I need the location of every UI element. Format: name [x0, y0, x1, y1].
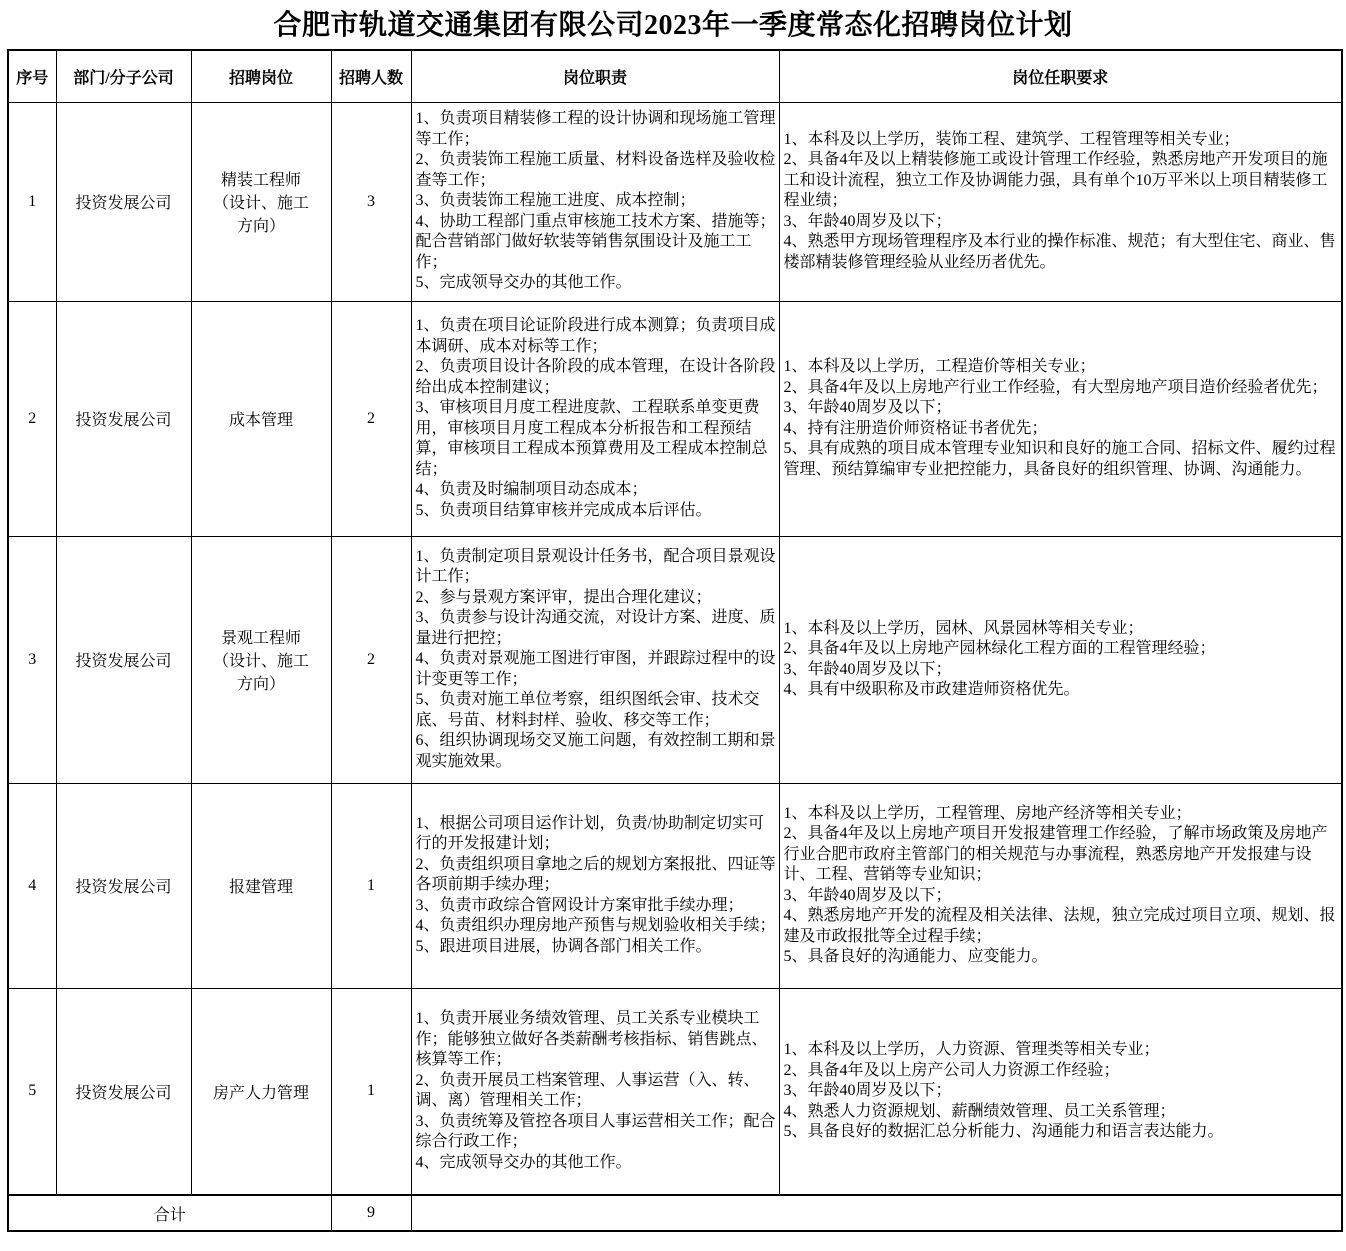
text-line: 3、负责装饰工程施工进度、成本控制；: [415, 192, 696, 210]
text-line: 4、熟悉房地产开发的流程及相关法律、法规，独立完成过项目立项、规划、报建及市政报批等全过程手续；: [783, 907, 1336, 945]
text-line: 4、具有中级职称及市政建造师资格优先。: [783, 681, 1080, 698]
col-header-headcount: 招聘人数: [331, 50, 411, 102]
serial-cell: 1: [8, 102, 56, 301]
text-line: 1、本科及以上学历，园林、风景园林等相关专业；: [783, 619, 1144, 637]
text-line: 2、具备4年及以上房产公司人力资源工作经验；: [783, 1061, 1120, 1079]
text-line: 5、负责项目结算审核并完成成本后评估。: [415, 501, 712, 519]
table-row: [8, 301, 1342, 536]
department-cell: 投资发展公司: [56, 536, 191, 783]
text-line: 4、熟悉人力资源规划、薪酬绩效管理、员工关系管理；: [783, 1102, 1176, 1120]
text-line: 1、根据公司项目运作计划，负责/协助制定切实可行的开发报建计划；: [415, 814, 764, 853]
text-line: 4、负责对景观施工图进行审图，并跟踪过程中的设计变更等工作；: [415, 650, 776, 688]
text-line: 2、具备4年及以上房地产行业工作经验，有大型房地产项目造价经验者优先；: [783, 378, 1328, 396]
total-row: [8, 1195, 1342, 1231]
text-line: 1、本科及以上学历，工程造价等相关专业；: [783, 358, 1096, 375]
text-line: 3、负责市政综合管网设计方案审批手续办理；: [415, 896, 744, 914]
col-header-serial: 序号: [8, 50, 56, 102]
text-line: 4、熟悉甲方现场管理程序及本行业的操作标准、规范；有大型住宅、商业、售楼部精装修管理经验从业经历者优先。: [783, 233, 1336, 271]
table-row: [8, 102, 1342, 301]
text-line: 2、负责组织项目拿地之后的规划方案报批、四证等各项前期手续办理；: [415, 855, 776, 894]
text-line: 2、参与景观方案评审，提出合理化建议；: [415, 588, 712, 606]
text-line: 3、负责参与设计沟通交流，对设计方案、进度、质量进行把控；: [415, 609, 776, 647]
headcount-cell: 1: [331, 783, 411, 988]
text-line: 5、负责对施工单位考察，组织图纸会审、技术交底、号苗、材料封样、验收、移交等工作；: [415, 691, 760, 729]
table-row: [8, 783, 1342, 988]
text-line: 3、审核项目月度工程进度款、工程联系单变更费用，审核项目月度工程成本分析报告和工程预结算，审核项目工程成本预算费用及工程成本控制总结；: [415, 399, 768, 478]
col-header-requirements: 岗位任职要求: [779, 50, 1342, 102]
text-line: 2、负责开展员工档案管理、人事运营（入、转、调、离）管理相关工作；: [415, 1071, 760, 1110]
duties-cell: [411, 536, 779, 783]
serial-cell: 2: [8, 301, 56, 536]
total-empty-cell: [411, 1195, 1342, 1231]
text-line: 5、跟进项目进展，协调各部门相关工作。: [415, 937, 712, 955]
text-line: 4、持有注册造价师资格证书者优先；: [783, 419, 1048, 437]
text-line: 4、负责及时编制项目动态成本；: [415, 481, 648, 498]
text-line: 1、负责在项目论证阶段进行成本测算；负责项目成本调研、成本对标等工作；: [415, 317, 776, 355]
department-cell: 投资发展公司: [56, 301, 191, 536]
table-row: [8, 988, 1342, 1195]
duties-cell: [411, 102, 779, 301]
text-line: 1、负责项目精装修工程的设计协调和现场施工管理等工作；: [415, 110, 776, 148]
requirements-cell: [779, 783, 1342, 988]
position-cell: 景观工程师（设计、施工方向）: [191, 536, 331, 783]
headcount-cell: 3: [331, 102, 411, 301]
text-line: 3、年龄40周岁及以下；: [783, 660, 952, 678]
text-line: 3、年龄40周岁及以下；: [783, 212, 952, 230]
text-line: 2、负责装饰工程施工质量、材料设备选样及验收检查等工作；: [415, 151, 776, 189]
position-cell: 报建管理: [191, 783, 331, 988]
text-line: 4、负责组织办理房地产预售与规划验收相关手续；: [415, 917, 776, 935]
department-cell: 投资发展公司: [56, 783, 191, 988]
text-line: 2、具备4年及以上精装修施工或设计管理工作经验，熟悉房地产开发项目的施工和设计流程，独立工作及协调能力强，具有单个10万平米以上项目精装修工程业绩；: [783, 151, 1328, 210]
text-line: 5、具有成熟的项目成本管理专业知识和良好的施工合同、招标文件、履约过程管理、预结算编审专业把控能力，具备良好的组织管理、协调、沟通能力。: [783, 440, 1336, 478]
text-line: 3、年龄40周岁及以下；: [783, 399, 952, 416]
text-line: 6、组织协调现场交叉施工问题，有效控制工期和景观实施效果。: [415, 732, 776, 770]
requirements-cell: [779, 102, 1342, 301]
text-line: 2、具备4年及以上房地产园林绿化工程方面的工程管理经验；: [783, 640, 1216, 657]
text-line: 1、负责制定项目景观设计任务书，配合项目景观设计工作；: [415, 547, 776, 586]
text-line: 5、具备良好的沟通能力、应变能力。: [783, 948, 1048, 965]
text-line: 1、本科及以上学历，工程管理、房地产经济等相关专业；: [783, 804, 1192, 822]
position-cell: 成本管理: [191, 301, 331, 536]
text-line: 3、年龄40周岁及以下；: [783, 886, 952, 904]
requirements-cell: [779, 301, 1342, 536]
total-count-cell: 9: [331, 1195, 411, 1231]
headcount-cell: 2: [331, 536, 411, 783]
text-line: 1、本科及以上学历，人力资源、管理类等相关专业；: [783, 1041, 1160, 1058]
requirements-cell: [779, 988, 1342, 1195]
table-row: [8, 536, 1342, 783]
col-header-position: 招聘岗位: [191, 50, 331, 102]
text-line: 4、完成领导交办的其他工作。: [415, 1153, 632, 1171]
header-row: [8, 50, 1342, 102]
serial-cell: 3: [8, 536, 56, 783]
recruitment-plan-table: [7, 49, 1343, 1232]
text-line: 4、协助工程部门重点审核施工技术方案、措施等；配合营销部门做好软装等销售氛围设计及施工工作；: [415, 212, 776, 271]
text-line: 1、负责开展业务绩效管理、员工关系专业模块工作；能够独立做好各类薪酬考核指标、销售跳点、核算等工作；: [415, 1010, 768, 1069]
duties-cell: [411, 783, 779, 988]
col-header-duties: 岗位职责: [411, 50, 779, 102]
headcount-cell: 1: [331, 988, 411, 1195]
department-cell: 投资发展公司: [56, 988, 191, 1195]
department-cell: 投资发展公司: [56, 102, 191, 301]
text-line: 2、具备4年及以上房地产项目开发报建管理工作经验，了解市场政策及房地产行业合肥市政府主管部门的相关规范与办事流程，熟悉房地产开发报建与设计、工程、营销等专业知识；: [783, 825, 1328, 883]
text-line: 2、负责项目设计各阶段的成本管理，在设计各阶段给出成本控制建议；: [415, 358, 776, 396]
text-line: 3、负责统筹及管控各项目人事运营相关工作；配合综合行政工作；: [415, 1112, 776, 1151]
position-cell: 精装工程师（设计、施工方向）: [191, 102, 331, 301]
text-line: 3、年龄40周岁及以下；: [783, 1082, 952, 1099]
duties-cell: [411, 988, 779, 1195]
document-title: 合肥市轨道交通集团有限公司2023年一季度常态化招聘岗位计划: [273, 10, 1073, 41]
serial-cell: 5: [8, 988, 56, 1195]
position-cell: 房产人力管理: [191, 988, 331, 1195]
text-line: 5、具备良好的数据汇总分析能力、沟通能力和语言表达能力。: [783, 1123, 1224, 1140]
requirements-cell: [779, 536, 1342, 783]
col-header-department: 部门/分子公司: [56, 50, 191, 102]
text-line: 5、完成领导交办的其他工作。: [415, 274, 632, 292]
duties-cell: [411, 301, 779, 536]
serial-cell: 4: [8, 783, 56, 988]
total-label-cell: 合计: [8, 1195, 331, 1231]
text-line: 1、本科及以上学历，装饰工程、建筑学、工程管理等相关专业；: [783, 130, 1240, 148]
headcount-cell: 2: [331, 301, 411, 536]
